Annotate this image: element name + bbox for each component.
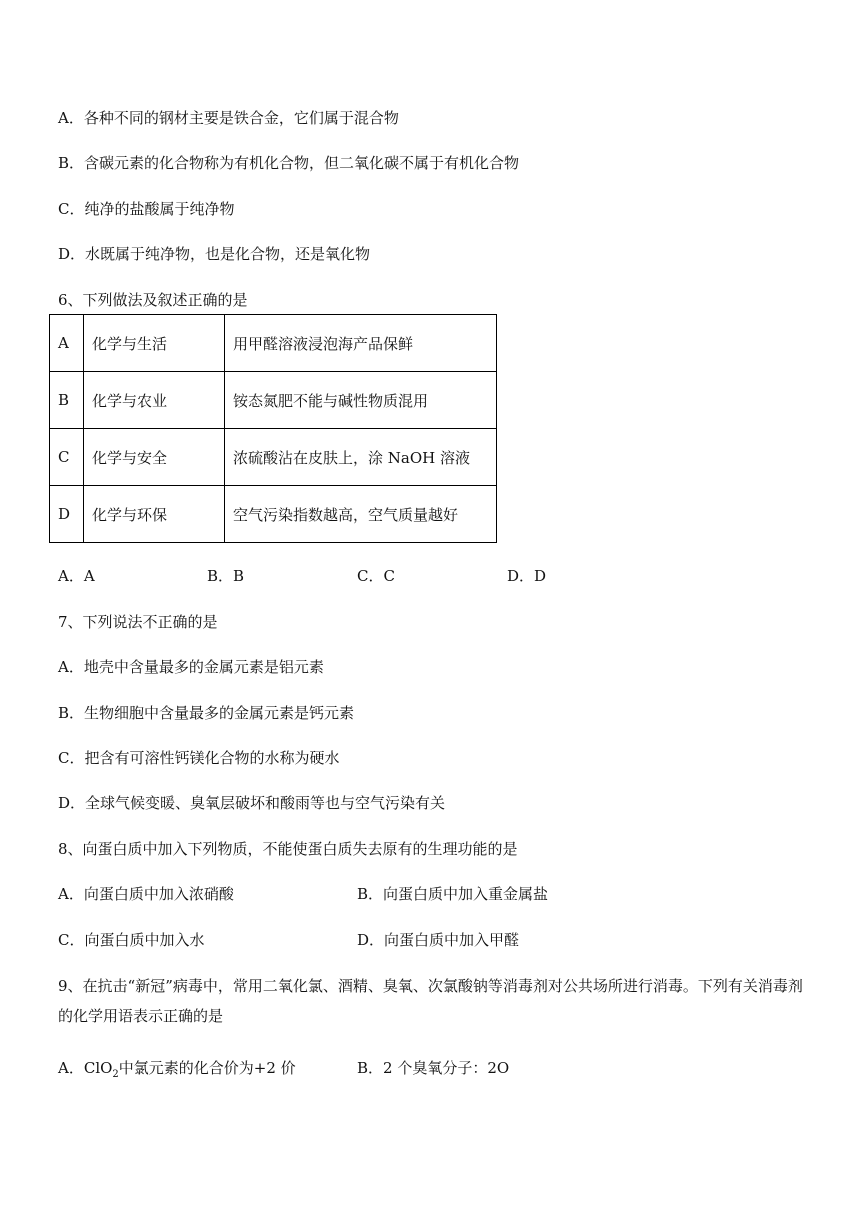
q5-option-b: B．含碳元素的化合物称为有机化合物，但二氧化碳不属于有机化合物 — [58, 154, 520, 172]
q8-option-a: A．向蛋白质中加入浓硝酸 — [58, 885, 234, 903]
q7-option-a: A．地壳中含量最多的金属元素是铝元素 — [58, 658, 324, 676]
q6-stem: 6、下列做法及叙述正确的是 — [58, 291, 248, 309]
table-row — [50, 372, 497, 429]
q7-option-d: D．全球气候变暖、臭氧层破坏和酸雨等也与空气污染有关 — [58, 794, 446, 812]
table-cell-letter: C — [50, 429, 84, 486]
table-cell-letter: D — [50, 486, 84, 543]
q5-option-c: C．纯净的盐酸属于纯净物 — [58, 200, 235, 218]
table-cell-statement: 浓硫酸沾在皮肤上，涂 NaOH 溶液 — [225, 429, 497, 486]
q7-option-b: B．生物细胞中含量最多的金属元素是钙元素 — [58, 704, 355, 722]
q7-option-c: C．把含有可溶性钙镁化合物的水称为硬水 — [58, 749, 340, 767]
q9-option-b: B．2 个臭氧分子：2O — [357, 1059, 510, 1077]
q8-option-c: C．向蛋白质中加入水 — [58, 931, 205, 949]
table-cell-topic: 化学与农业 — [84, 372, 225, 429]
q6-option-a: A．A — [58, 567, 95, 585]
table-row — [50, 315, 497, 372]
q6-option-d: D．D — [507, 567, 547, 585]
q8-option-b: B．向蛋白质中加入重金属盐 — [357, 885, 549, 903]
chemical-formula: ClO — [83, 1059, 113, 1077]
table-cell-letter: A — [50, 315, 84, 372]
q6-option-b: B．B — [207, 567, 245, 585]
q6-table — [49, 314, 497, 543]
q8-option-d: D．向蛋白质中加入甲醛 — [357, 931, 520, 949]
q9-stem: 9、在抗击“新冠”病毒中，常用二氧化氯、酒精、臭氧、次氯酸钠等消毒剂对公共场所进行消毒。下列有关消毒剂的化学用语表示正确的是 — [58, 977, 803, 1025]
q5-option-d: D．水既属于纯净物，也是化合物，还是氧化物 — [58, 245, 371, 263]
table-cell-topic: 化学与安全 — [84, 429, 225, 486]
table-cell-statement: 用甲醛溶液浸泡海产品保鲜 — [225, 315, 497, 372]
table-cell-letter: B — [50, 372, 84, 429]
q5-option-a: A．各种不同的钢材主要是铁合金，它们属于混合物 — [58, 109, 399, 127]
q6-option-c: C．C — [357, 567, 395, 585]
formula-subscript: 2 — [112, 1069, 119, 1080]
q7-stem: 7、下列说法不正确的是 — [58, 613, 218, 631]
table-cell-statement: 铵态氮肥不能与碱性物质混用 — [225, 372, 497, 429]
table-row — [50, 486, 497, 543]
table-row — [50, 429, 497, 486]
q9-option-a-text: 中氯元素的化合价为+2 价 — [118, 1059, 296, 1077]
q9-option-a-prefix: A． — [58, 1059, 84, 1077]
q8-stem: 8、向蛋白质中加入下列物质，不能使蛋白质失去原有的生理功能的是 — [58, 840, 518, 858]
table-cell-topic: 化学与环保 — [84, 486, 225, 543]
table-cell-statement: 空气污染指数越高，空气质量越好 — [225, 486, 497, 543]
q9-option-a — [58, 1058, 296, 1085]
table-cell-topic: 化学与生活 — [84, 315, 225, 372]
